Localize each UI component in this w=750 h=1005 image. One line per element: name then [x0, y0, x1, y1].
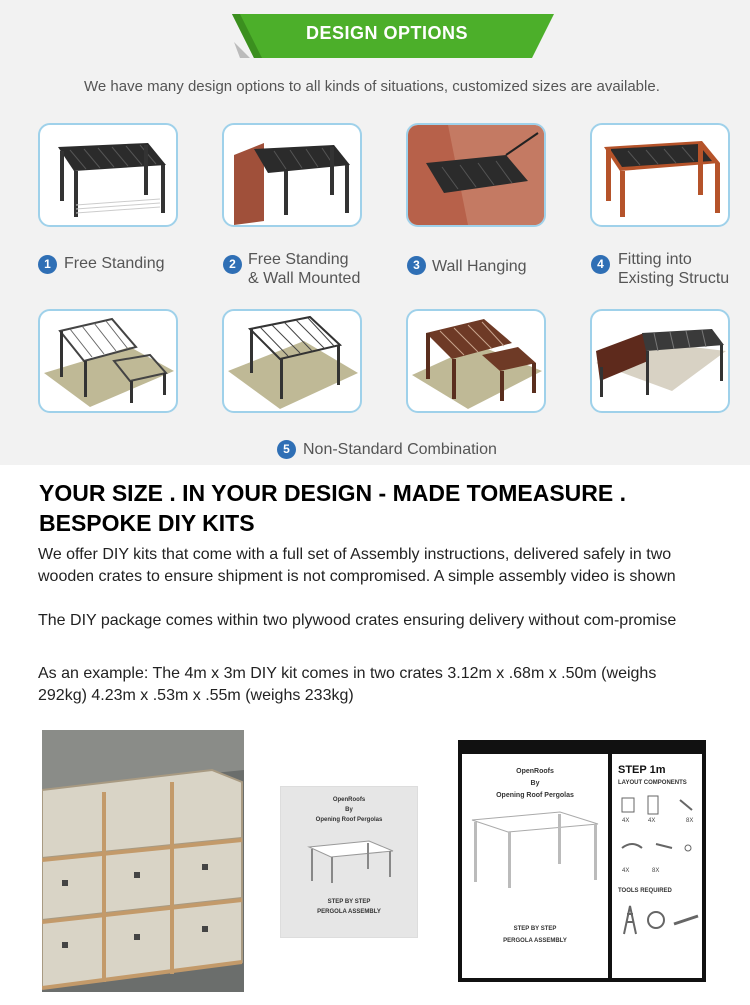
qty-3: 8X: [686, 818, 694, 824]
combination-image-4: [590, 309, 730, 413]
option-4-number: 4: [591, 255, 610, 274]
option-1-label: Free Standing: [64, 255, 165, 272]
paragraph-assembly-kits: We offer DIY kits that come with a full set of Assembly instructions, delivered safely in two wooden crates to ensure shipment is not compromised. A simple assembly video is shown: [38, 546, 676, 585]
page-subtitle-1: STEP BY STEP: [513, 926, 557, 932]
qty-2: 4X: [648, 818, 656, 824]
option-4-label-line2: Existing Structu: [618, 270, 730, 287]
assembly-manual-cover: [280, 786, 418, 938]
intro-text: We have many design options to all kinds of situations, customized sizes are available.: [84, 78, 660, 95]
cover-company: Opening Roof Pergolas: [315, 817, 383, 823]
paragraph-example-dimensions: As an example: The 4m x 3m DIY kit comes in two crates 3.12m x .68m x .50m (weighs 292kg) 4.23m x .53m x .55m (weighs 233kg): [38, 665, 657, 704]
free-standing-wall-mounted-image: [222, 123, 362, 227]
option-5-number: 5: [277, 440, 296, 459]
cover-by: By: [345, 807, 353, 813]
pergola-drawing-icon: [468, 810, 602, 890]
combination-image-3: [406, 309, 546, 413]
option-5-label: Non-Standard Combination: [303, 441, 497, 458]
option-2-number: 2: [223, 255, 242, 274]
qty-5: 8X: [652, 868, 660, 874]
option-4-label-line1: Fitting into: [618, 251, 692, 268]
design-options-banner: [232, 12, 554, 60]
pergola-sketch-icon: [299, 835, 399, 885]
option-2-label-line1: Free Standing: [248, 251, 349, 268]
combination-image-2: [222, 309, 362, 413]
cover-subtitle-2: PERGOLA ASSEMBLY: [317, 909, 381, 915]
section-heading: YOUR SIZE . IN YOUR DESIGN - MADE TOMEASURE . BESPOKE DIY KITS: [39, 480, 626, 536]
cover-brand: OpenRoofs: [332, 797, 366, 803]
assembly-manual-page: [458, 740, 706, 982]
free-standing-image: [38, 123, 178, 227]
wall-hanging-image: [406, 123, 546, 227]
layout-components-label: LAYOUT COMPONENTS: [618, 780, 687, 786]
banner-title: DESIGN OPTIONS: [305, 23, 469, 43]
option-1-number: 1: [38, 255, 57, 274]
fitting-existing-structure-image: [590, 123, 730, 227]
cover-subtitle-1: STEP BY STEP: [327, 899, 371, 905]
option-3-label: Wall Hanging: [432, 258, 527, 275]
page-subtitle-2: PERGOLA ASSEMBLY: [503, 938, 567, 944]
page-company: Opening Roof Pergolas: [496, 792, 574, 799]
tools-diagram-icon: [618, 900, 702, 940]
qty-1: 4X: [622, 818, 630, 824]
option-2-label-line2: & Wall Mounted: [248, 270, 361, 287]
qty-4: 4X: [622, 868, 630, 874]
components-diagram-icon: [618, 792, 702, 882]
design-options-section: [0, 0, 750, 465]
page-by: By: [530, 780, 540, 787]
tools-required-label: TOOLS REQUIRED: [618, 888, 672, 894]
step-title: STEP 1m: [618, 764, 666, 776]
page-brand: OpenRoofs: [516, 768, 554, 775]
wooden-crates-photo: [42, 730, 244, 992]
paragraph-plywood-crates: The DIY package comes within two plywood crates ensuring delivery without com-promise: [38, 612, 677, 629]
option-3-number: 3: [407, 256, 426, 275]
combination-image-1: [38, 309, 178, 413]
